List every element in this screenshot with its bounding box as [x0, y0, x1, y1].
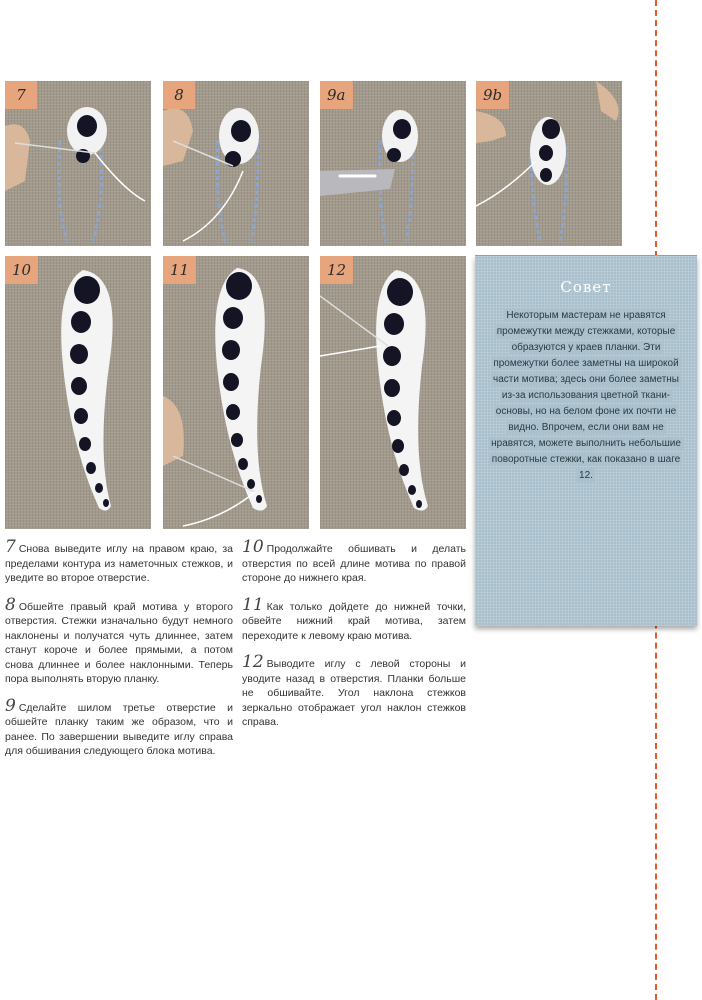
instruction-step-9: [5, 695, 233, 759]
step-label: 9a: [320, 81, 353, 109]
instruction-step-7: [5, 537, 233, 586]
photo-step-9b: [476, 81, 622, 246]
tip-title: Совет: [560, 278, 612, 296]
embroidery-illustration: [5, 256, 151, 529]
photo-step-9a: [320, 81, 466, 246]
instruction-step-12: [242, 652, 466, 730]
step-text: Снова выведите иглу на правом краю, за пределами контура из наметочных стежков, и уведите во второе отверстие.: [5, 543, 233, 584]
step-label: 12: [320, 256, 353, 284]
embroidery-illustration: [163, 256, 309, 529]
step-label: 8: [163, 81, 195, 109]
step-text: Как только дойдете до нижней точки, обвейте нижний край мотива, затем переходите к левому краю мотива.: [242, 600, 466, 642]
instruction-step-8: [5, 594, 233, 687]
instruction-step-10: [242, 537, 466, 586]
photo-step-7: [5, 81, 151, 246]
step-number: 10: [242, 537, 264, 557]
step-number: 11: [242, 594, 264, 615]
photo-step-12: [320, 256, 466, 529]
photo-step-8: [163, 81, 309, 246]
step-text: Обшейте правый край мотива у второго отверстия. Стежки изначально будут немного наклонены и получатся чуть длиннее, затем станут короче и более прямыми, а потом снова длиннее и более наклонными. Теперь пора выполнять вторую планку.: [5, 600, 233, 685]
step-text: Сделайте шилом третье отверстие и обшейте планку таким же образом, что и ранее. По завершении выведите иглу справа для обшивания следующего блока мотива.: [5, 701, 233, 757]
embroidery-illustration: [320, 256, 466, 529]
tip-body: Некоторым мастерам не нравятся промежутки между стежками, которые образуются у краев планки. Эти промежутки более заметны на широкой части мотива; здесь они более заметны из-за использования цветной ткани-основы, но на белом фоне их почти не видно. Впрочем, если они вам не нравятся, можете выполнить небольшие поворотные стежки, как показано в шаге 12.: [491, 310, 681, 481]
step-number: 7: [5, 537, 16, 557]
step-text: Продолжайте обшивать и делать отверстия по всей длине мотива по правой стороне до нижнего края.: [242, 543, 466, 584]
tip-text: [489, 308, 683, 484]
photo-step-11: [163, 256, 309, 529]
instructions-left-column: [5, 537, 233, 771]
instruction-step-11: [242, 594, 466, 644]
step-label: 7: [5, 81, 37, 109]
step-number: 12: [242, 652, 264, 672]
step-text: Выводите иглу с левой стороны и уводите назад в отверстия. Планки больше не обшивайте. Угол наклона стежков зеркально отображает угол наклон стежков справа.: [242, 658, 466, 728]
step-label: 9b: [476, 81, 509, 109]
tip-box: [475, 256, 697, 626]
instructions-middle-column: [242, 537, 466, 742]
step-number: 9: [5, 695, 16, 716]
step-number: 8: [5, 594, 16, 615]
step-label: 10: [5, 256, 38, 284]
photo-step-10: [5, 256, 151, 529]
step-label: 11: [163, 256, 196, 284]
